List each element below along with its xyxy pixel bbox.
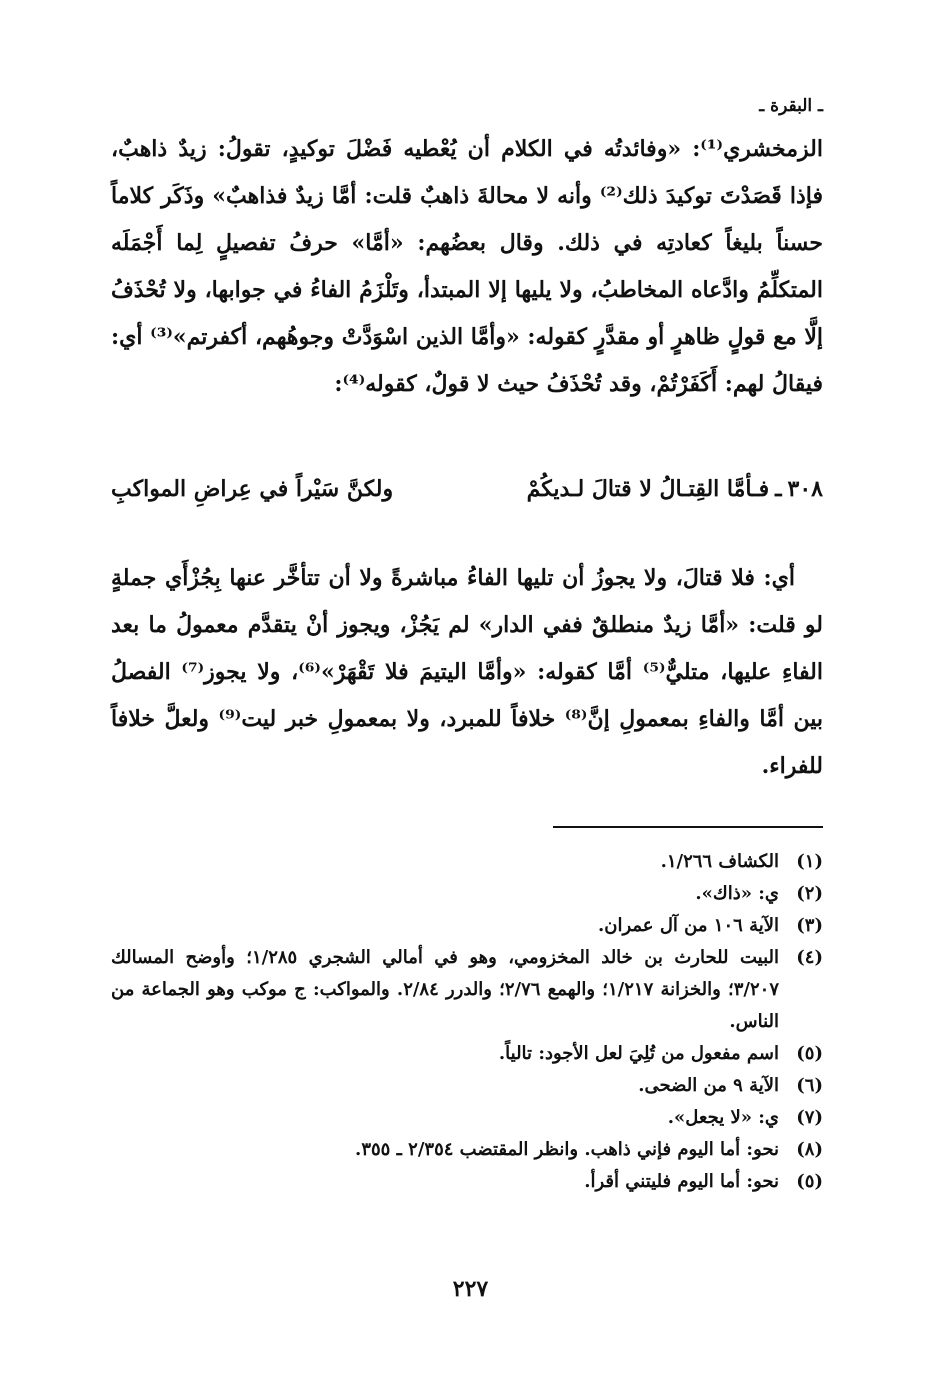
running-head: ـ البقرة ـ xyxy=(759,96,823,116)
footnote-number: (٣) xyxy=(796,915,823,936)
footnote-number: (٤) xyxy=(796,947,823,968)
footnote-text: ي: «لا يجعل». xyxy=(667,1107,779,1128)
paragraph-text: أي: فلا قتالَ، ولا يجوزُ أن تليها الفاءُ مباشرةً ولا أن تتأخَّر عنها بِجُزْأَي جملةٍ لو قلت: «أمَّا زيدٌ منطلقٌ ففي الدار» لم يَجُزْ، ويجوز أنْ يتقدَّم معمولُ ما بعد الفاءِ عليها، متليٌّ⁽⁵⁾ أمَّا كقوله: «وأمَّا اليتيمَ فلا تَقْهَرْ»⁽⁶⁾، ولا يجوز⁽⁷⁾ الفصلُ بين أمَّا والفاءِ بمعمولِ إنَّ⁽⁸⁾ خلافاً للمبرد، ولا بمعمولِ خبر ليت⁽⁹⁾ ولعلَّ خلافاً للفراء. xyxy=(111,565,824,779)
poetry-verse xyxy=(111,476,823,502)
footnote-item xyxy=(111,1102,823,1134)
footnote-text: الآية ١٠٦ من آل عمران. xyxy=(597,915,779,936)
footnote-number: (٥) xyxy=(796,1043,823,1064)
footnote-item xyxy=(111,846,823,878)
footnote-number: (٢) xyxy=(796,883,823,904)
footnote-number: (٦) xyxy=(796,1075,823,1096)
footnote-item xyxy=(111,1038,823,1070)
footnote-text: الكشاف ١/٢٦٦. xyxy=(660,851,779,872)
footnote-text: نحو: أما اليوم فإني ذاهب. وانظر المقتضب ٢/٣٥٤ ـ ٣٥٥. xyxy=(355,1139,779,1160)
main-paragraph xyxy=(111,126,823,408)
footnote-text: نحو: أما اليوم فليتني أقرأ. xyxy=(584,1171,779,1192)
footnote-item xyxy=(111,878,823,910)
footnote-divider xyxy=(553,826,823,828)
footnote-item xyxy=(111,1070,823,1102)
footnote-number: (٨) xyxy=(796,1139,823,1160)
footnote-number: (٥) xyxy=(796,1171,823,1192)
footnote-item xyxy=(111,910,823,942)
page-number: ٢٢٧ xyxy=(452,1276,489,1302)
footnote-number: (٧) xyxy=(796,1107,823,1128)
footnote-number: (١) xyxy=(796,851,823,872)
second-paragraph xyxy=(111,555,823,790)
verse-first-hemistich: فـأمَّا القِتـالُ لا قتالَ لـديكُمْ xyxy=(526,476,770,502)
footnotes-list xyxy=(111,846,823,1198)
footnote-text: اسم مفعول من تُلِيَ لعل الأجود: تالياً. xyxy=(498,1043,779,1064)
footnote-text: الآية ٩ من الضحى. xyxy=(638,1075,779,1096)
paragraph-text: الزمخشري⁽¹⁾: «وفائدتُه في الكلام أن يُعْطيه فَضْلَ توكيدٍ، تقولُ: زيدٌ ذاهبٌ، فإذا قَصَدْتَ توكيدَ ذلك⁽²⁾ وأنه لا محالةَ ذاهبٌ قلت: أمَّا زيدٌ فذاهبٌ» وذَكَر كلاماً حسناً بليغاً كعادتِه في ذلك. وقال بعضُهم: «أمَّا» حرفُ تفصيلٍ لِما أَجْمَلَه المتكلِّمُ وادَّعاه المخاطبُ، ولا يليها إلا المبتدأ، وتَلْزَمُ الفاءُ في جوابها، ولا تُحْذَفُ إلَّا مع قولٍ ظاهرٍ أو مقدَّرٍ كقوله: «وأمَّا الذين اسْوَدَّتْ وجوهُهم، أكفرتم»⁽³⁾ أي: فيقالُ لهم: أَكَفَرْتُمْ، وقد تُحْذَفُ حيث لا قولٌ، كقوله⁽⁴⁾: xyxy=(111,136,823,397)
verse-separator: ـ xyxy=(775,476,782,502)
footnote-item xyxy=(111,1134,823,1166)
footnote-text: البيت للحارث بن خالد المخزومي، وهو في أمالي الشجري ١/٢٨٥؛ وأوضح المسالك ٣/٢٠٧؛ والخزانة ١/٢١٧؛ والهمع ٢/٧٦؛ والدرر ٢/٨٤. والمواكب: ج موكب وهو الجماعة من الناس. xyxy=(111,947,780,1032)
footnote-text: ي: «ذاك». xyxy=(695,883,779,904)
verse-second-hemistich: ولكنَّ سَيْراً في عِراضِ المواكبِ xyxy=(111,476,394,502)
footnote-item xyxy=(111,1166,823,1198)
footnote-item xyxy=(111,942,823,1038)
verse-number: ٣٠٨ xyxy=(787,476,823,502)
